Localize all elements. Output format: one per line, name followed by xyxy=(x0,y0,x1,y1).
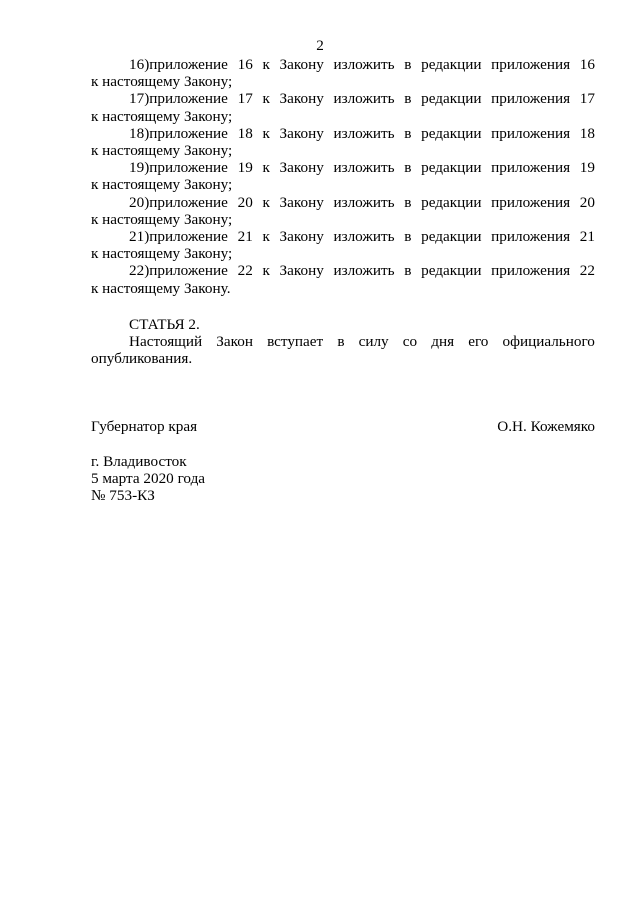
word: в xyxy=(404,262,412,280)
list-item xyxy=(91,56,595,90)
list-item-line2: к настоящему Закону; xyxy=(91,107,233,125)
word: изложить xyxy=(333,228,395,246)
word: в xyxy=(404,124,412,142)
word: официального xyxy=(502,333,595,351)
word: 18 xyxy=(237,124,253,142)
word: изложить xyxy=(333,159,395,177)
list-item xyxy=(91,228,595,262)
list-item-line2: к настоящему Закону; xyxy=(91,142,233,160)
word: 22)приложение xyxy=(129,262,228,280)
word: 20 xyxy=(237,193,253,211)
word: 17 xyxy=(237,90,253,108)
word: 17 xyxy=(579,90,595,108)
word: вступает xyxy=(267,333,324,351)
word: его xyxy=(468,333,489,351)
word: к xyxy=(262,124,270,142)
word: 22 xyxy=(579,262,595,280)
word: 19 xyxy=(237,159,253,177)
word: 18 xyxy=(579,124,595,142)
list-item-line1 xyxy=(91,194,595,211)
list-item xyxy=(91,159,595,193)
list-item-line1 xyxy=(91,159,595,176)
article-text-line1 xyxy=(91,333,595,350)
word: редакции xyxy=(421,90,482,108)
article-text-line2: опубликования. xyxy=(91,350,193,368)
article-section xyxy=(91,316,595,368)
word: 18)приложение xyxy=(129,124,228,142)
signature-block xyxy=(91,418,595,435)
word: изложить xyxy=(333,124,395,142)
word: приложения xyxy=(491,228,571,246)
list-item-line2: к настоящему Закону; xyxy=(91,73,233,91)
word: 20)приложение xyxy=(129,193,228,211)
word: 16 xyxy=(579,56,595,73)
word: Закону xyxy=(279,193,324,211)
word: приложения xyxy=(491,124,571,142)
page-number: 2 xyxy=(316,37,324,54)
word: в xyxy=(404,193,412,211)
word: Закону xyxy=(279,262,324,280)
word: Закон xyxy=(216,333,253,351)
word: Закону xyxy=(279,90,324,108)
word: изложить xyxy=(333,90,395,108)
signatory-position: Губернатор края xyxy=(91,418,198,435)
word: 16)приложение xyxy=(129,56,228,73)
word: Закону xyxy=(279,228,324,246)
word: к xyxy=(262,262,270,280)
list-item-line1 xyxy=(91,90,595,107)
law-number: № 753-КЗ xyxy=(91,487,155,505)
word: Закону xyxy=(279,159,324,177)
place-date-block xyxy=(91,453,391,505)
word: 21 xyxy=(579,228,595,246)
list-item-line1 xyxy=(91,262,595,279)
amendment-list xyxy=(91,56,595,297)
word: в xyxy=(337,333,345,351)
word: к xyxy=(262,56,270,73)
word: к xyxy=(262,193,270,211)
word: Закону xyxy=(279,56,324,73)
word: Закону xyxy=(279,124,324,142)
word: редакции xyxy=(421,262,482,280)
word: 20 xyxy=(579,193,595,211)
word: 21 xyxy=(237,228,253,246)
word: изложить xyxy=(333,262,395,280)
list-item-line1 xyxy=(91,125,595,142)
word: редакции xyxy=(421,228,482,246)
word: со xyxy=(402,333,418,351)
list-item-line2: к настоящему Закону. xyxy=(91,279,231,297)
word: 19 xyxy=(579,159,595,177)
word: 19)приложение xyxy=(129,159,228,177)
list-item-line1 xyxy=(91,228,595,245)
list-item xyxy=(91,262,595,296)
word: в xyxy=(404,56,412,73)
signatory-name: О.Н. Кожемяко xyxy=(497,418,595,435)
list-item-line1 xyxy=(91,56,595,73)
list-item xyxy=(91,125,595,159)
word: приложения xyxy=(491,193,571,211)
word: 22 xyxy=(237,262,253,280)
list-item xyxy=(91,90,595,124)
word: изложить xyxy=(333,56,395,73)
word: редакции xyxy=(421,124,482,142)
date: 5 марта 2020 года xyxy=(91,470,206,488)
city: г. Владивосток xyxy=(91,453,187,470)
list-item-line2: к настоящему Закону; xyxy=(91,176,233,194)
word: дня xyxy=(431,333,455,351)
word: редакции xyxy=(421,56,482,73)
list-item-line2: к настоящему Закону; xyxy=(91,210,233,228)
word: к xyxy=(262,228,270,246)
word: Настоящий xyxy=(129,333,203,351)
word: в xyxy=(404,228,412,246)
word: редакции xyxy=(421,159,482,177)
list-item-line2: к настоящему Закону; xyxy=(91,245,233,263)
word: изложить xyxy=(333,193,395,211)
word: приложения xyxy=(491,262,571,280)
list-item xyxy=(91,194,595,228)
word: в xyxy=(404,90,412,108)
word: приложения xyxy=(491,159,571,177)
word: 17)приложение xyxy=(129,90,228,108)
word: 21)приложение xyxy=(129,228,228,246)
word: приложения xyxy=(491,56,571,73)
word: к xyxy=(262,159,270,177)
word: к xyxy=(262,90,270,108)
article-title: СТАТЬЯ 2. xyxy=(129,316,200,333)
word: в xyxy=(404,159,412,177)
word: приложения xyxy=(491,90,571,108)
word: 16 xyxy=(237,56,253,73)
word: редакции xyxy=(421,193,482,211)
word: силу xyxy=(358,333,389,351)
